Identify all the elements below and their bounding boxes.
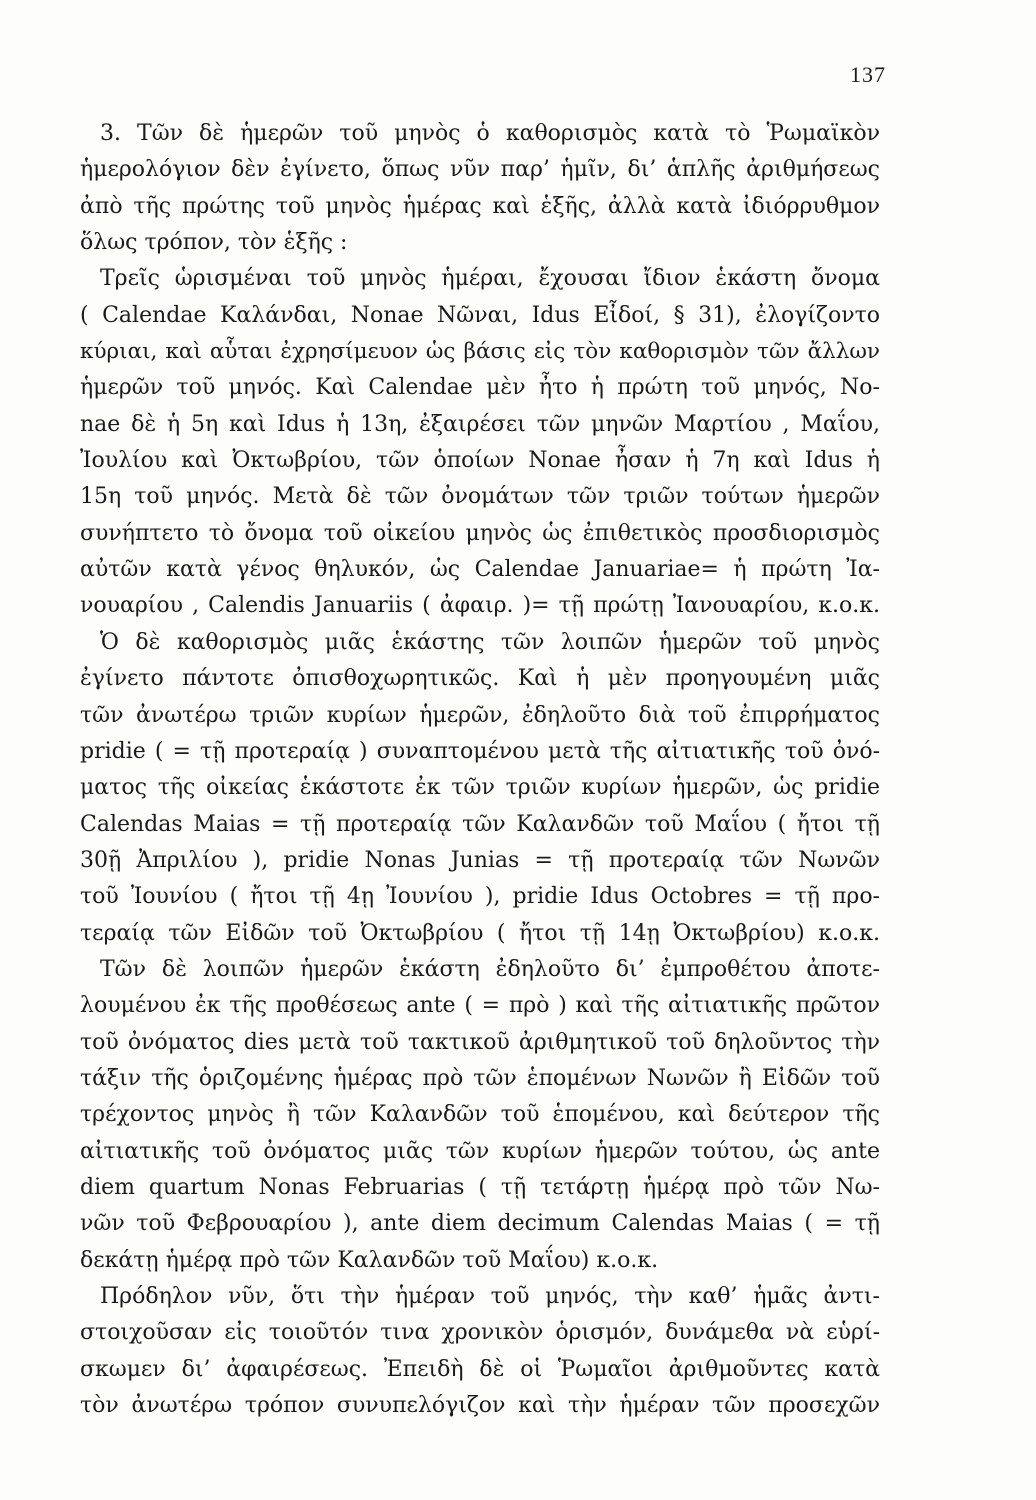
text-line: Ἰουλίου καὶ Ὀκτωβρίου, τῶν ὁποίων Nonae ἦσαν ἡ 7η καὶ Idus ἡ [80,448,880,474]
text-line: ὅλως τρόπον, τὸν ἑξῆς : [80,230,348,256]
text-line: 3. Τῶν δὲ ἡμερῶν τοῦ μηνὸς ὁ καθορισμὸς κατὰ τὸ Ῥωμαϊκὸν [100,121,880,146]
text-line: σκωμεν δι’ ἀφαιρέσεως. Ἐπειδὴ δὲ οἱ Ῥωμαῖοι ἀριθμοῦντες κατὰ [80,1356,880,1382]
text-line: κύριαι, καὶ αὗται ἐχρησίμευον ὡς βάσις εἰς τὸν καθορισμὸν τῶν ἄλλων [80,339,880,365]
text-line: τῶν ἀνωτέρω τριῶν κυρίων ἡμερῶν, ἐδηλοῦτο διὰ τοῦ ἐπιρρήματος [80,702,880,728]
text-line: Ὁ δὲ καθορισμὸς μιᾶς ἑκάστης τῶν λοιπῶν ἡμερῶν τοῦ μηνὸς [100,629,880,655]
text-line: ματος τῆς οἰκείας ἑκάστοτε ἐκ τῶν τριῶν κυρίων ἡμερῶν, ὡς pridie [80,775,880,801]
text-line: ἀπὸ τῆς πρώτης τοῦ μηνὸς ἡμέρας καὶ ἑξῆς, ἀλλὰ κατὰ ἰδιόρρυθμον [80,193,880,219]
text-line: νουαρίου , Calendis Januariis ( ἀφαιρ. )= τῇ πρώτῃ Ἰανουαρίου, κ.ο.κ. [80,593,880,619]
text-line: τεραίᾳ τῶν Εἰδῶν τοῦ Ὀκτωβρίου ( ἤτοι τῇ 14ῃ Ὀκτωβρίου) κ.ο.κ. [80,920,880,946]
text-line: στοιχοῦσαν εἰς τοιοῦτόν τινα χρονικὸν ὁρισμόν, δυνάμεθα νὰ εὑρί- [80,1320,880,1346]
text-line: λουμένου ἐκ τῆς προθέσεως ante ( = πρὸ ) καὶ τῆς αἰτιατικῆς πρῶτον [80,993,880,1019]
text-line: τοῦ ὀνόματος dies μετὰ τοῦ τακτικοῦ ἀριθμητικοῦ τοῦ δηλοῦντος τὴν [80,1029,880,1055]
text-line: nae δὲ ἡ 5η καὶ Idus ἡ 13η, ἐξαιρέσει τῶν μηνῶν Μαρτίου , Μαΐου, [80,411,880,437]
text-line: τάξιν τῆς ὁριζομένης ἡμέρας πρὸ τῶν ἑπομένων Νωνῶν ἢ Εἰδῶν τοῦ [80,1065,880,1091]
text-line: ἡμερῶν τοῦ μηνός. Καὶ Calendae μὲν ἦτο ἡ πρώτη τοῦ μηνός, No- [80,375,880,401]
text-line: Τῶν δὲ λοιπῶν ἡμερῶν ἑκάστη ἐδηλοῦτο δι’ ἐμπροθέτου ἀποτε- [100,956,880,982]
text-line: τοῦ Ἰουνίου ( ἤτοι τῇ 4ῃ Ἰουνίου ), pridie Idus Octobres = τῇ προ- [80,884,880,910]
text-line: αὐτῶν κατὰ γένος θηλυκόν, ὡς Calendae Januariae= ἡ πρώτη Ἰα- [80,557,880,583]
text-line: Πρόδηλον νῦν, ὅτι τὴν ἡμέραν τοῦ μηνός, τὴν καθ’ ἡμᾶς ἀντι- [100,1284,880,1309]
body-text [80,116,880,1424]
text-line: δεκάτῃ ἡμέρᾳ πρὸ τῶν Καλανδῶν τοῦ Μαΐου) κ.ο.κ. [80,1247,659,1273]
text-line: τρέχοντος μηνὸς ἢ τῶν Καλανδῶν τοῦ ἑπομένου, καὶ δεύτερον τῆς [80,1102,880,1128]
page-number: 137 [850,62,886,87]
text-line: ( Calendae Καλάνδαι, Nonae Νῶναι, Idus Εἶδοί, § 31), ἐλογίζοντο [80,302,880,328]
text-line: Τρεῖς ὡρισμέναι τοῦ μηνὸς ἡμέραι, ἔχουσαι ἴδιον ἑκάστη ὄνομα [100,266,880,292]
text-line: τὸν ἀνωτέρω τρόπον συνυπελόγιζον καὶ τὴν ἡμέραν τῶν προσεχῶν [80,1393,880,1419]
text-line: συνήπτετο τὸ ὄνομα τοῦ οἰκείου μηνὸς ὡς ἐπιθετικὸς προσδιορισμὸς [80,520,880,546]
text-line: diem quartum Nonas Februarias ( τῇ τετάρτῃ ἡμέρᾳ πρὸ τῶν Νω- [80,1174,880,1200]
text-line: νῶν τοῦ Φεβρουαρίου ), ante diem decimum Calendas Maias ( = τῇ [80,1211,880,1237]
text-line: αἰτιατικῆς τοῦ ὀνόματος μιᾶς τῶν κυρίων ἡμερῶν τούτου, ὡς ante [80,1138,880,1164]
text-line: 15η τοῦ μηνός. Μετὰ δὲ τῶν ὀνομάτων τῶν τριῶν τούτων ἡμερῶν [80,484,880,510]
text-line: Calendas Maias = τῇ προτεραίᾳ τῶν Καλανδῶν τοῦ Μαΐου ( ἤτοι τῇ [80,811,880,837]
text-line: ἐγίνετο πάντοτε ὀπισθοχωρητικῶς. Καὶ ἡ μὲν προηγουμένη μιᾶς [80,666,880,692]
text-line: 30ῇ Ἀπριλίου ), pridie Nonas Junias = τῇ προτεραίᾳ τῶν Νωνῶν [80,847,880,873]
text-line: pridie ( = τῇ προτεραίᾳ ) συναπτομένου μετὰ τῆς αἰτιατικῆς τοῦ ὀνό- [80,738,880,764]
text-line: ἡμερολόγιον δὲν ἐγίνετο, ὅπως νῦν παρ’ ἡμῖν, δι’ ἁπλῆς ἀριθμήσεως [80,157,880,183]
